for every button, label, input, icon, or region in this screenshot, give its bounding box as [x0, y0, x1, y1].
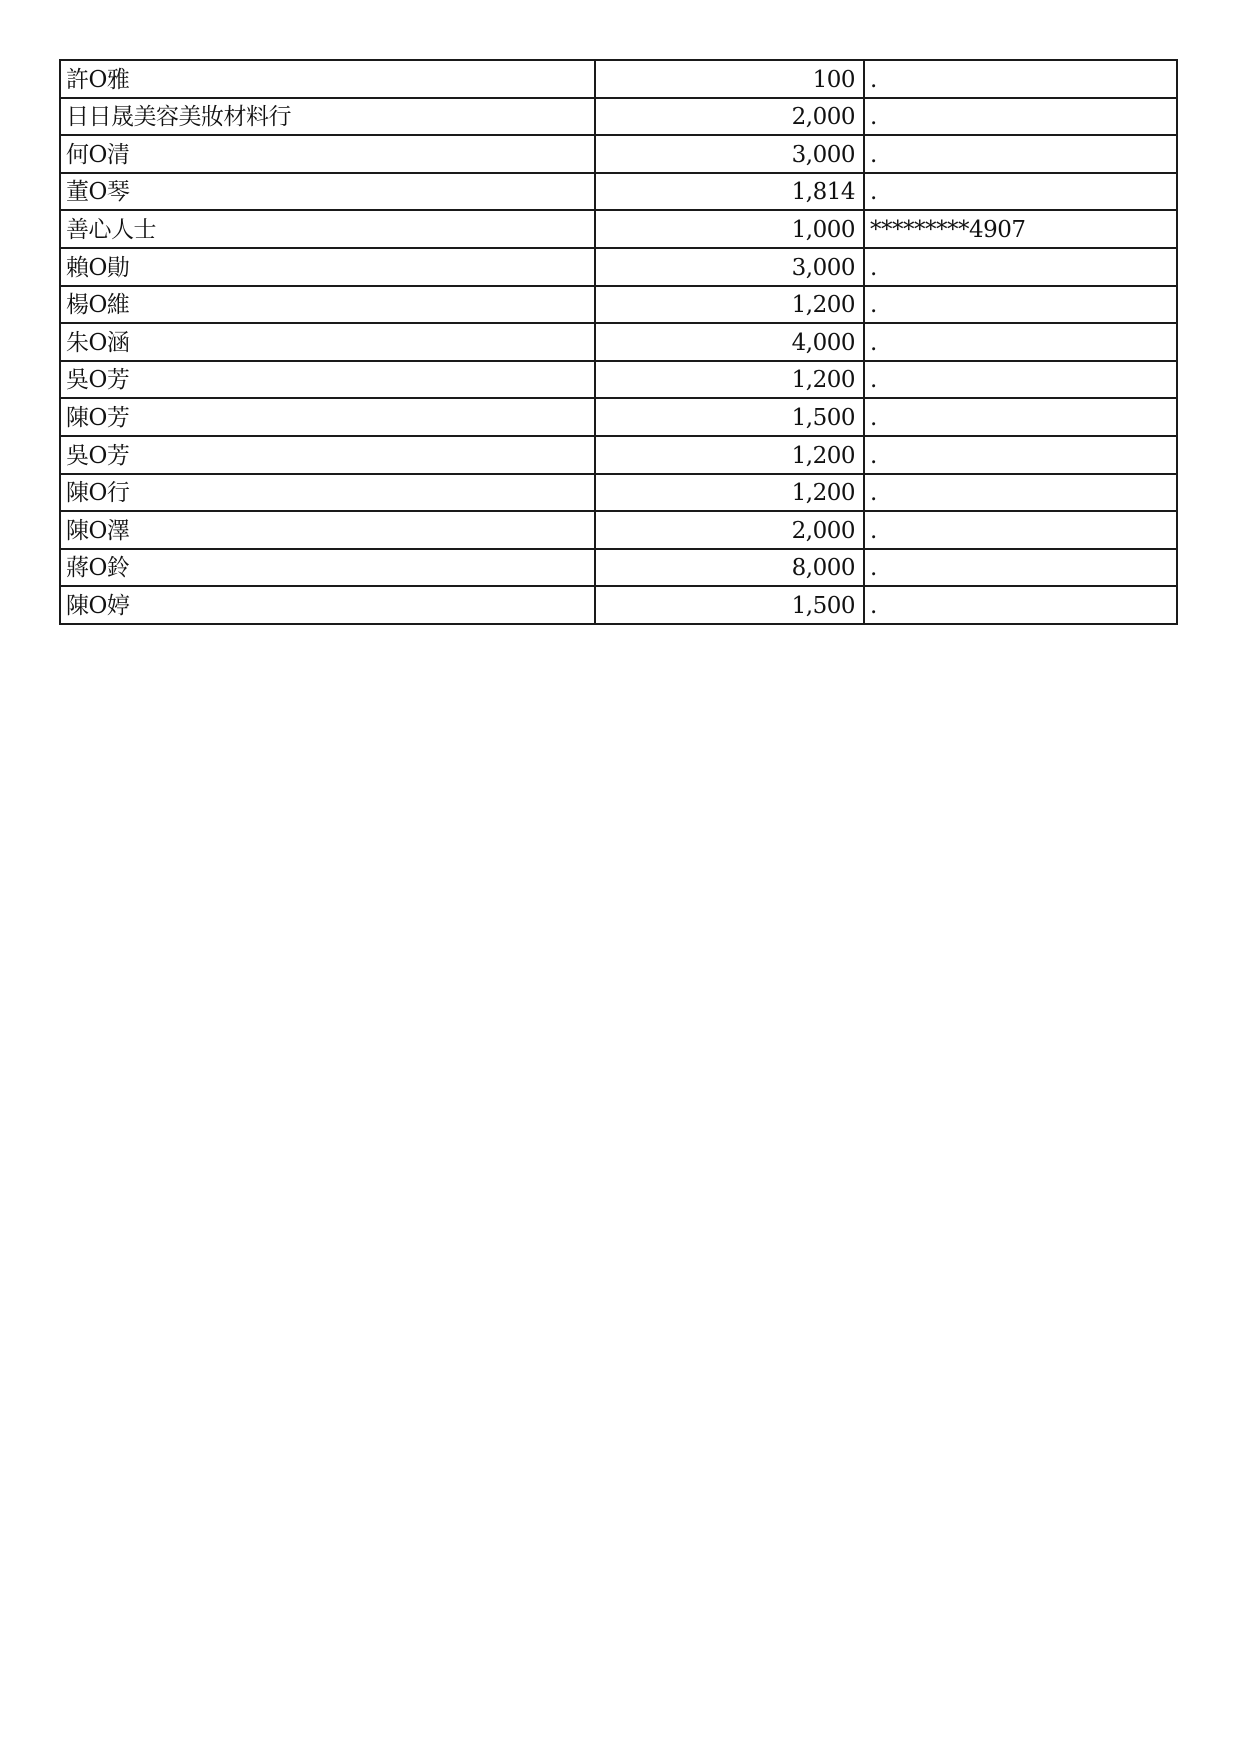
table-row	[60, 549, 1177, 587]
donor-name-cell: 董O琴	[60, 173, 595, 211]
note-cell: .	[864, 361, 1177, 399]
table-row	[60, 98, 1177, 136]
donor-name-cell: 陳O婷	[60, 586, 595, 624]
donation-amount-cell: 1,200	[595, 436, 864, 474]
donor-name-cell: 陳O澤	[60, 511, 595, 549]
table-row	[60, 135, 1177, 173]
donor-name-cell: 日日晟美容美妝材料行	[60, 98, 595, 136]
table-row	[60, 361, 1177, 399]
table-row	[60, 511, 1177, 549]
donation-table-body	[60, 60, 1177, 624]
donor-name-cell: 陳O行	[60, 474, 595, 512]
donor-name-cell: 楊O維	[60, 286, 595, 324]
donation-amount-cell: 1,200	[595, 286, 864, 324]
table-row	[60, 586, 1177, 624]
note-cell: .	[864, 248, 1177, 286]
donation-amount-cell: 8,000	[595, 549, 864, 587]
donation-table	[59, 59, 1178, 625]
donation-amount-cell: 2,000	[595, 511, 864, 549]
table-row	[60, 210, 1177, 248]
note-cell: .	[864, 549, 1177, 587]
donor-name-cell: 陳O芳	[60, 398, 595, 436]
donor-name-cell: 朱O涵	[60, 323, 595, 361]
table-row	[60, 436, 1177, 474]
donation-amount-cell: 100	[595, 60, 864, 98]
donation-amount-cell: 1,200	[595, 474, 864, 512]
donation-amount-cell: 1,000	[595, 210, 864, 248]
donation-amount-cell: 1,200	[595, 361, 864, 399]
donation-amount-cell: 1,814	[595, 173, 864, 211]
table-row	[60, 286, 1177, 324]
note-cell: .	[864, 474, 1177, 512]
donation-amount-cell: 2,000	[595, 98, 864, 136]
note-cell: .	[864, 511, 1177, 549]
donation-amount-cell: 1,500	[595, 586, 864, 624]
table-row	[60, 248, 1177, 286]
donation-list-sheet	[59, 59, 1131, 625]
table-row	[60, 323, 1177, 361]
note-cell: .	[864, 98, 1177, 136]
donor-name-cell: 吳O芳	[60, 361, 595, 399]
note-cell: .	[864, 323, 1177, 361]
note-cell: .	[864, 173, 1177, 211]
donation-amount-cell: 4,000	[595, 323, 864, 361]
note-cell: .	[864, 398, 1177, 436]
note-cell: .	[864, 286, 1177, 324]
note-cell: .	[864, 586, 1177, 624]
table-row	[60, 173, 1177, 211]
note-cell: .	[864, 60, 1177, 98]
donor-name-cell: 賴O勛	[60, 248, 595, 286]
donor-name-cell: 善心人士	[60, 210, 595, 248]
table-row	[60, 474, 1177, 512]
note-cell: .	[864, 436, 1177, 474]
note-cell: .	[864, 135, 1177, 173]
table-row	[60, 398, 1177, 436]
note-cell: *********4907	[864, 210, 1177, 248]
donor-name-cell: 吳O芳	[60, 436, 595, 474]
table-row	[60, 60, 1177, 98]
donation-amount-cell: 3,000	[595, 135, 864, 173]
donor-name-cell: 何O清	[60, 135, 595, 173]
donor-name-cell: 許O雅	[60, 60, 595, 98]
donation-amount-cell: 1,500	[595, 398, 864, 436]
donation-amount-cell: 3,000	[595, 248, 864, 286]
donor-name-cell: 蔣O鈴	[60, 549, 595, 587]
